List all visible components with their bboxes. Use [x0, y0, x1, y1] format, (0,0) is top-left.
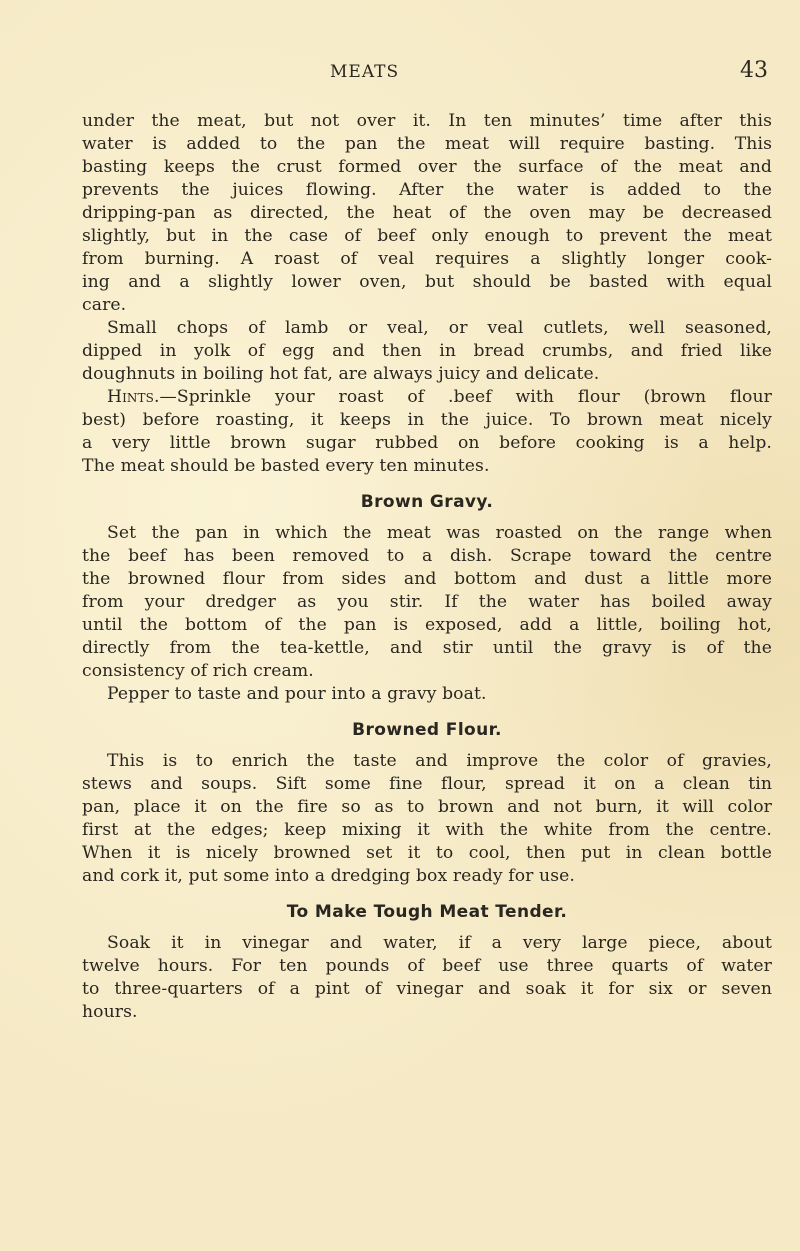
- text-line: Set the pan in which the meat was roasted on the range when: [107, 523, 772, 543]
- text-line: until the bottom of the pan is exposed, add a little, boiling hot,: [82, 615, 772, 635]
- text-line: dipped in yolk of egg and then in bread crumbs, and fried like: [82, 341, 772, 361]
- text-line: the browned flour from sides and bottom and dust a little more: [82, 569, 772, 589]
- running-head: [0, 58, 800, 86]
- text-line: stews and soups. Sift some fine flour, spread it on a clean tin: [82, 774, 772, 794]
- text-line: slightly, but in the case of beef only enough to prevent the meat: [82, 226, 772, 246]
- text-line: and cork it, put some into a dredging box ready for use.: [82, 866, 575, 886]
- text-line: pan, place it on the fire so as to brown and not burn, it will color: [82, 797, 772, 817]
- page-number: 43: [740, 58, 768, 83]
- hints-label: Hints.: [107, 387, 160, 407]
- text-line: directly from the tea-kettle, and stir until the gravy is of the: [82, 638, 772, 658]
- text-line: prevents the juices flowing. After the water is added to the: [82, 180, 772, 200]
- text-line: the beef has been removed to a dish. Scrape toward the centre: [82, 546, 772, 566]
- paragraph-hints: [82, 386, 772, 478]
- page-body: [82, 110, 772, 1024]
- text-line: dripping-pan as directed, the heat of the oven may be decreased: [82, 203, 772, 223]
- paragraph-pepper: [82, 683, 772, 706]
- section-heading-browned-flour: Browned Flour.: [352, 720, 502, 740]
- section-heading-tough-meat: To Make Tough Meat Tender.: [286, 902, 568, 922]
- running-head-title: MEATS: [330, 62, 400, 82]
- text-line: a very little brown sugar rubbed on before cooking is a help.: [82, 433, 772, 453]
- text-line: doughnuts in boiling hot fat, are always juicy and delicate.: [82, 364, 600, 384]
- paragraph-browned-flour: [82, 750, 772, 888]
- text-line: Small chops of lamb or veal, or veal cutlets, well seasoned,: [107, 318, 772, 338]
- text-line: first at the edges; keep mixing it with the white from the centre.: [82, 820, 772, 840]
- text-line: from your dredger as you stir. If the water has boiled away: [82, 592, 772, 612]
- paragraph-brown-gravy: [82, 522, 772, 683]
- text-line: [82, 386, 772, 409]
- text-line: When it is nicely browned set it to cool, then put in clean bottle: [82, 843, 772, 863]
- text-line: consistency of rich cream.: [82, 661, 314, 681]
- text-line: to three-quarters of a pint of vinegar and soak it for six or seven: [82, 979, 772, 999]
- paragraph-basting: [82, 110, 772, 317]
- text-line: twelve hours. For ten pounds of beef use three quarts of water: [82, 956, 772, 976]
- hints-text: —Sprinkle your roast of .beef with flour (brown flour: [159, 387, 772, 407]
- text-line: from burning. A roast of veal requires a slightly longer cook-: [82, 249, 772, 269]
- text-line: under the meat, but not over it. In ten minutes’ time after this: [82, 111, 772, 131]
- paragraph-chops: [82, 317, 772, 386]
- text-line: basting keeps the crust formed over the surface of the meat and: [82, 157, 772, 177]
- text-line: This is to enrich the taste and improve the color of gravies,: [107, 751, 772, 771]
- text-line: hours.: [82, 1002, 138, 1022]
- paragraph-tough-meat: [82, 932, 772, 1024]
- text-line: care.: [82, 295, 127, 315]
- text-line: Pepper to taste and pour into a gravy boat.: [107, 684, 487, 704]
- text-line: The meat should be basted every ten minutes.: [82, 456, 490, 476]
- text-line: Soak it in vinegar and water, if a very large piece, about: [107, 933, 772, 953]
- section-heading-brown-gravy: Brown Gravy.: [360, 492, 494, 512]
- text-line: best) before roasting, it keeps in the juice. To brown meat nicely: [82, 410, 772, 430]
- text-line: water is added to the pan the meat will require basting. This: [82, 134, 772, 154]
- text-line: ing and a slightly lower oven, but should be basted with equal: [82, 272, 772, 292]
